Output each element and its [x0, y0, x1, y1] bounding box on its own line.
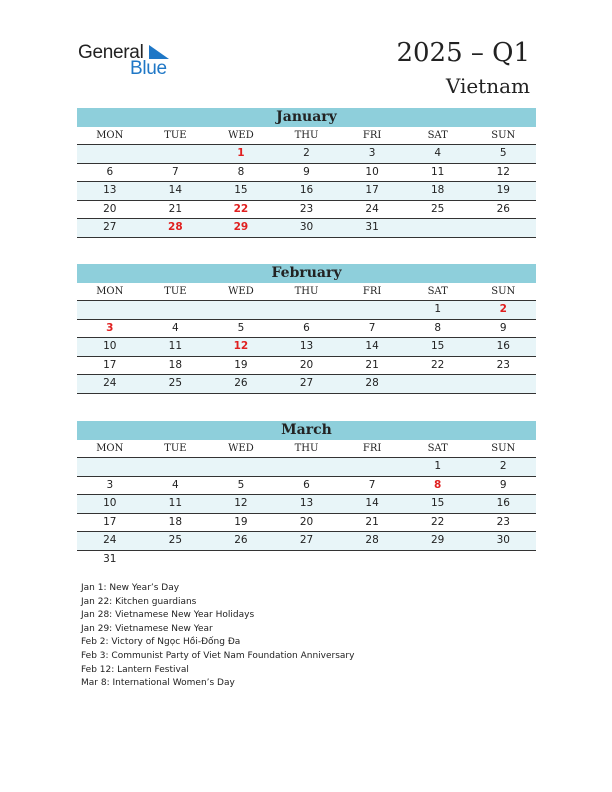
- day-cell: 25: [168, 377, 183, 389]
- day-cell: 9: [499, 478, 507, 491]
- day-cell: 15: [430, 497, 445, 509]
- day-cell: 22: [430, 358, 445, 371]
- day-cell: 21: [168, 202, 183, 215]
- month-march: [77, 421, 536, 568]
- month-title: January: [77, 108, 536, 127]
- day-cell: 2: [499, 460, 507, 472]
- day-cell: 7: [172, 165, 179, 178]
- weekday-label: SAT: [427, 443, 448, 454]
- weekday-label: SAT: [427, 286, 448, 297]
- day-cell: 27: [299, 377, 314, 389]
- week-row: [77, 219, 536, 238]
- month-title: March: [77, 421, 536, 440]
- weekday-label: TUE: [164, 443, 187, 454]
- day-cell: 18: [168, 515, 183, 528]
- day-cell: 6: [106, 165, 114, 178]
- day-cell: 13: [103, 184, 117, 196]
- day-cell: 21: [365, 515, 379, 528]
- week-row: [77, 375, 536, 394]
- day-cell: 5: [499, 147, 507, 159]
- holiday-note: Feb 3: Communist Party of Viet Nam Foundation Anniversary: [81, 650, 355, 661]
- country-name: Vietnam: [445, 74, 530, 98]
- empty-day-cell: [143, 551, 209, 569]
- day-cell: 25: [168, 534, 183, 546]
- weekday-label: SUN: [491, 443, 516, 454]
- weekday-label: SUN: [491, 130, 516, 141]
- day-cell: 16: [496, 340, 510, 352]
- week-row: [77, 182, 536, 201]
- empty-day-cell: [274, 301, 340, 319]
- weekday-label: MON: [96, 286, 124, 297]
- weekday-label: TUE: [164, 130, 187, 141]
- logo: [78, 40, 188, 80]
- day-cell: 20: [299, 515, 314, 528]
- weekday-label: WED: [228, 443, 254, 454]
- holiday-notes: [81, 582, 354, 691]
- empty-day-cell: [208, 301, 274, 319]
- holiday-note: Jan 28: Vietnamese New Year Holidays: [81, 610, 255, 621]
- day-cell: 3: [106, 321, 114, 334]
- weekday-header-row: [77, 283, 536, 301]
- day-cell: 9: [303, 165, 310, 178]
- empty-day-cell: [274, 551, 340, 569]
- day-cell: 22: [430, 515, 445, 528]
- day-cell: 1: [237, 147, 245, 159]
- day-cell: 19: [234, 515, 248, 528]
- day-cell: 29: [233, 221, 249, 233]
- day-cell: 28: [365, 377, 379, 389]
- day-cell: 21: [365, 358, 379, 371]
- day-cell: 7: [368, 321, 376, 334]
- day-cell: 16: [496, 497, 510, 509]
- day-cell: 3: [106, 478, 114, 491]
- day-cell: 26: [234, 377, 248, 389]
- holiday-note: Jan 22: Kitchen guardians: [81, 596, 197, 607]
- day-cell: 13: [299, 340, 314, 352]
- day-cell: 17: [103, 358, 117, 371]
- empty-day-cell: [339, 551, 405, 569]
- day-cell: 15: [234, 184, 248, 196]
- empty-day-cell: [405, 219, 471, 237]
- day-cell: 7: [368, 478, 376, 491]
- holiday-note: Jan 29: Vietnamese New Year: [81, 623, 213, 634]
- weekday-label: SUN: [491, 286, 516, 297]
- empty-day-cell: [208, 458, 274, 476]
- empty-day-cell: [274, 458, 340, 476]
- day-cell: 2: [499, 303, 507, 315]
- weekday-label: WED: [228, 130, 254, 141]
- empty-day-cell: [405, 375, 471, 393]
- day-cell: 24: [365, 202, 379, 215]
- week-row: [77, 532, 536, 551]
- day-cell: 25: [430, 202, 445, 215]
- holiday-note: Mar 8: International Women’s Day: [81, 678, 235, 689]
- week-row: [77, 164, 536, 183]
- day-cell: 22: [233, 202, 249, 215]
- week-row: [77, 301, 536, 320]
- day-cell: 18: [168, 358, 183, 371]
- day-cell: 8: [434, 478, 442, 491]
- day-cell: 23: [496, 358, 510, 371]
- day-cell: 17: [103, 515, 117, 528]
- empty-day-cell: [143, 301, 209, 319]
- day-cell: 8: [434, 321, 442, 334]
- day-cell: 6: [303, 321, 310, 334]
- day-cell: 31: [365, 221, 379, 233]
- holiday-note: Feb 12: Lantern Festival: [81, 664, 189, 675]
- day-cell: 12: [233, 340, 249, 352]
- day-cell: 8: [237, 165, 245, 178]
- day-cell: 4: [172, 478, 179, 491]
- week-row: [77, 201, 536, 220]
- week-row: [77, 145, 536, 164]
- day-cell: 14: [365, 497, 379, 509]
- day-cell: 10: [103, 497, 117, 509]
- day-cell: 14: [365, 340, 379, 352]
- day-cell: 26: [496, 202, 510, 215]
- day-cell: 28: [365, 534, 379, 546]
- logo-blue-text: Blue: [130, 58, 167, 79]
- weekday-label: WED: [228, 286, 254, 297]
- month-title: February: [77, 264, 536, 283]
- day-cell: 19: [496, 184, 510, 196]
- day-cell: 31: [103, 552, 117, 565]
- day-cell: 18: [430, 184, 445, 196]
- day-cell: 12: [496, 165, 510, 178]
- week-row: [77, 514, 536, 533]
- empty-day-cell: [470, 375, 536, 393]
- week-row: [77, 338, 536, 357]
- day-cell: 24: [103, 534, 117, 546]
- day-cell: 30: [299, 221, 314, 233]
- empty-day-cell: [77, 458, 143, 476]
- weekday-header-row: [77, 127, 536, 145]
- day-cell: 4: [172, 321, 179, 334]
- day-cell: 14: [168, 184, 183, 196]
- day-cell: 1: [434, 303, 442, 315]
- day-cell: 5: [237, 321, 245, 334]
- day-cell: 1: [434, 460, 442, 472]
- empty-day-cell: [143, 145, 209, 163]
- day-cell: 19: [234, 358, 248, 371]
- day-cell: 4: [434, 147, 442, 159]
- day-cell: 23: [299, 202, 314, 215]
- week-row: [77, 357, 536, 376]
- weekday-label: THU: [294, 286, 319, 297]
- page-title: 2025 – Q1: [396, 38, 530, 68]
- day-cell: 10: [103, 340, 117, 352]
- week-row: [77, 320, 536, 339]
- empty-day-cell: [470, 551, 536, 569]
- weekday-header-row: [77, 440, 536, 458]
- day-cell: 27: [299, 534, 314, 546]
- empty-day-cell: [470, 219, 536, 237]
- day-cell: 26: [234, 534, 248, 546]
- week-row: [77, 477, 536, 496]
- month-january: [77, 108, 536, 238]
- day-cell: 29: [430, 534, 445, 546]
- month-february: [77, 264, 536, 394]
- weekday-label: THU: [294, 130, 319, 141]
- weekday-label: FRI: [362, 286, 382, 297]
- day-cell: 2: [303, 147, 310, 159]
- day-cell: 28: [168, 221, 183, 233]
- day-cell: 5: [237, 478, 245, 491]
- day-cell: 27: [103, 221, 117, 233]
- day-cell: 17: [365, 184, 379, 196]
- day-cell: 24: [103, 377, 117, 389]
- day-cell: 12: [234, 497, 248, 509]
- day-cell: 30: [496, 534, 510, 546]
- empty-day-cell: [339, 301, 405, 319]
- day-cell: 11: [168, 340, 183, 352]
- weekday-label: FRI: [362, 130, 382, 141]
- day-cell: 13: [299, 497, 314, 509]
- weekday-label: MON: [96, 443, 124, 454]
- holiday-note: Jan 1: New Year’s Day: [81, 583, 180, 593]
- empty-day-cell: [208, 551, 274, 569]
- logo-triangle-icon: [149, 45, 169, 59]
- week-row: [77, 495, 536, 514]
- week-row: [77, 458, 536, 477]
- empty-day-cell: [339, 458, 405, 476]
- empty-day-cell: [405, 551, 471, 569]
- weekday-label: TUE: [164, 286, 187, 297]
- logo-general-text: General: [78, 42, 144, 63]
- weekday-label: FRI: [362, 443, 382, 454]
- holiday-note: Feb 2: Victory of Ngọc Hồi-Đống Đa: [81, 637, 241, 648]
- day-cell: 20: [103, 202, 117, 215]
- day-cell: 15: [430, 340, 445, 352]
- day-cell: 3: [368, 147, 376, 159]
- day-cell: 11: [430, 165, 445, 178]
- weekday-label: MON: [96, 130, 124, 141]
- day-cell: 10: [365, 165, 379, 178]
- day-cell: 9: [499, 321, 507, 334]
- empty-day-cell: [77, 301, 143, 319]
- empty-day-cell: [77, 145, 143, 163]
- day-cell: 23: [496, 515, 510, 528]
- weekday-label: THU: [294, 443, 319, 454]
- empty-day-cell: [143, 458, 209, 476]
- day-cell: 16: [299, 184, 314, 196]
- day-cell: 6: [303, 478, 310, 491]
- day-cell: 11: [168, 497, 183, 509]
- week-row: [77, 551, 536, 569]
- day-cell: 20: [299, 358, 314, 371]
- weekday-label: SAT: [427, 130, 448, 141]
